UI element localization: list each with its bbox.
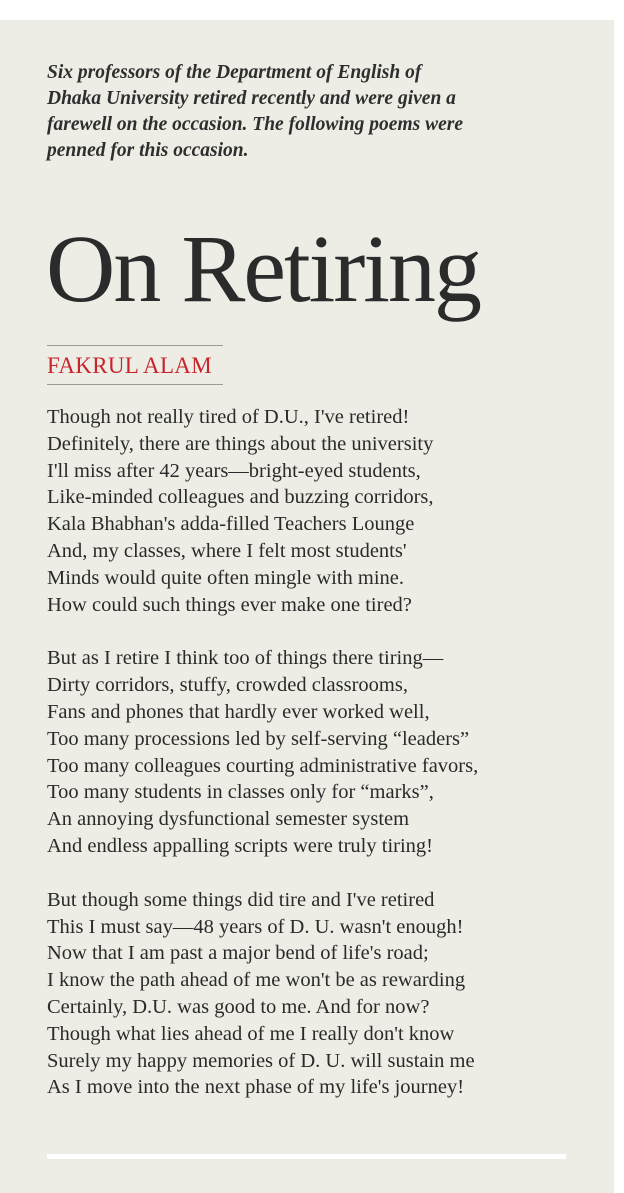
poem-line: Surely my happy memories of D. U. will sustain me <box>47 1049 475 1072</box>
byline-top-rule <box>47 345 223 346</box>
poem-line: Too many colleagues courting administrative favors, <box>47 754 479 777</box>
poem-line: This I must say—48 years of D. U. wasn't enough! <box>47 915 464 938</box>
author-byline: FAKRUL ALAM <box>47 353 212 378</box>
poem-line: Certainly, D.U. was good to me. And for now? <box>47 995 430 1018</box>
stanza-3 <box>47 887 607 1101</box>
poem-line: Now that I am past a major bend of life's road; <box>47 942 429 965</box>
poem-line: And endless appalling scripts were truly tiring! <box>47 834 433 857</box>
poem-body <box>47 404 607 1128</box>
poem-line: But though some things did tire and I've retired <box>47 888 435 911</box>
intro-paragraph: Six professors of the Department of English of Dhaka University retired recently and were given a farewell on the occasion. The following poems were penned for this occasion. <box>47 62 463 161</box>
poem-line: How could such things ever make one tired? <box>47 593 412 616</box>
poem-line: I'll miss after 42 years—bright-eyed students, <box>47 459 421 482</box>
bottom-divider <box>47 1154 566 1159</box>
poem-line: As I move into the next phase of my life's journey! <box>47 1076 465 1099</box>
poem-line: Too many processions led by self-serving “leaders” <box>47 727 470 750</box>
poem-line: Too many students in classes only for “marks”, <box>47 781 434 804</box>
stanza-1 <box>47 404 607 618</box>
top-margin <box>0 0 614 20</box>
byline-bottom-rule <box>47 384 223 385</box>
poem-line: Though not really tired of D.U., I've retired! <box>47 406 410 428</box>
poem-line: Fans and phones that hardly ever worked well, <box>47 700 430 723</box>
poem-line: Minds would quite often mingle with mine. <box>47 566 405 589</box>
poem-line: And, my classes, where I felt most students' <box>47 539 407 562</box>
poem-title: On Retiring <box>46 215 480 322</box>
poem-line: Dirty corridors, stuffy, crowded classrooms, <box>47 674 408 697</box>
poem-line: Definitely, there are things about the university <box>47 432 434 455</box>
poem-line: An annoying dysfunctional semester system <box>47 808 410 831</box>
poem-line: Like-minded colleagues and buzzing corridors, <box>47 486 434 509</box>
stanza-2 <box>47 645 607 859</box>
poem-line: But as I retire I think too of things there tiring— <box>47 647 444 670</box>
poem-line: Kala Bhabhan's adda-filled Teachers Lounge <box>47 513 415 536</box>
poem-line: Though what lies ahead of me I really don't know <box>47 1022 455 1045</box>
poem-line: I know the path ahead of me won't be as rewarding <box>47 969 466 992</box>
